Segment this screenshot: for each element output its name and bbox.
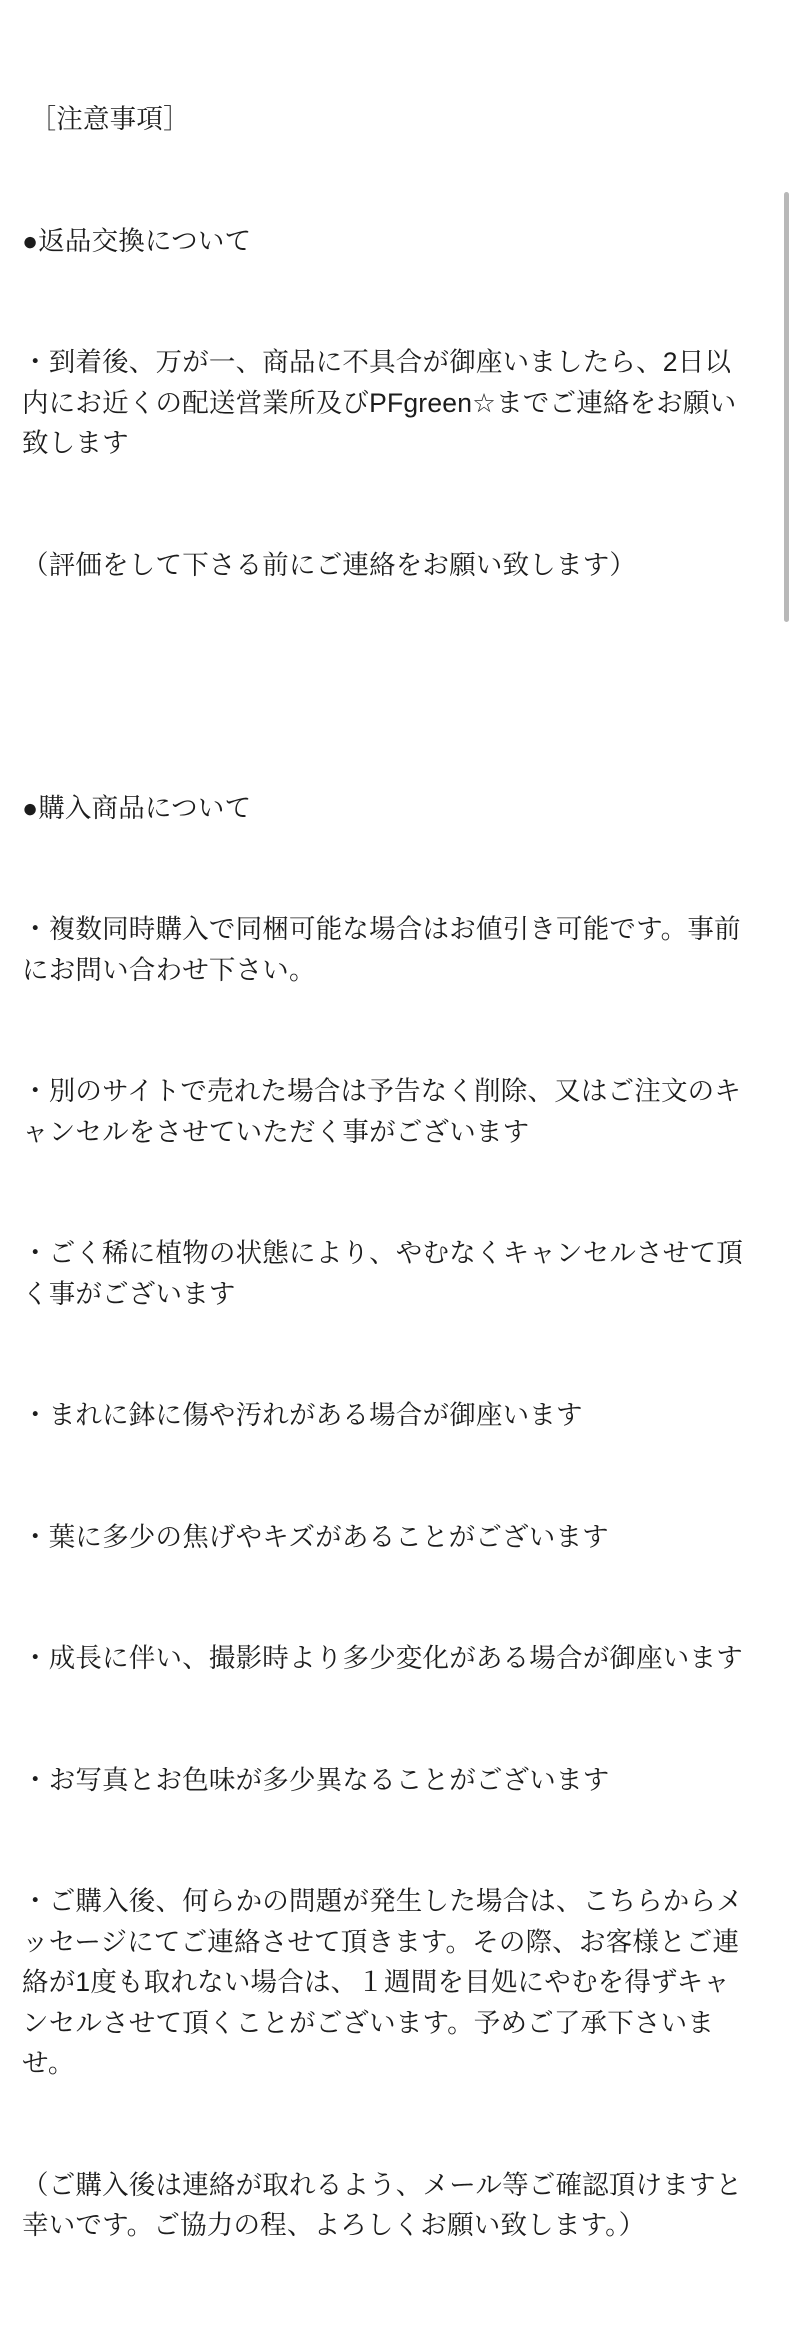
returns-item-review-note: （評価をして下さる前にご連絡をお願い致します） — [22, 549, 637, 580]
purchase-item-contact-policy: ・ご購入後、何らかの問題が発生した場合は、こちらからメッセージにてご連絡させて頂きます。その際、お客様とご連絡が1度も取れない場合は、１週間を目処にやむを得ずキャンセルさせて頂くことがございます。予めご了承下さいませ。 — [22, 1886, 743, 2078]
purchase-item-leaf-burn: ・葉に多少の焦げやキズがあることがございます — [22, 1521, 609, 1552]
purchase-item-closing-note: （ご購入後は連絡が取れるよう、メール等ご確認頂けますと幸いです。ご協力の程、よろしくお願い致します。） — [22, 2169, 743, 2240]
notice-text-body — [22, 18, 755, 2327]
section-heading-purchase: ●購入商品について — [22, 792, 252, 823]
vertical-scrollbar[interactable] — [784, 0, 789, 1080]
purchase-item-growth-change: ・成長に伴い、撮影時より多少変化がある場合が御座います — [22, 1643, 743, 1673]
section-heading-notice: ［注意事項］ — [22, 104, 190, 134]
scrollbar-thumb[interactable] — [784, 192, 789, 622]
paragraph-spacer — [22, 666, 755, 707]
purchase-item-color-difference: ・お写真とお色味が多少異なることがございます — [22, 1764, 610, 1795]
returns-item-contact: ・到着後、万が一、商品に不具合が御座いましたら、2日以内にお近くの配送営業所及びPFgreen☆までご連絡をお願い致します — [22, 347, 737, 458]
purchase-item-plant-condition: ・ごく稀に植物の状態により、やむなくキャンセルさせて頂く事がございます — [22, 1238, 743, 1309]
purchase-item-pot-scratches: ・まれに鉢に傷や汚れがある場合が御座います — [22, 1400, 583, 1430]
purchase-item-bundle-discount: ・複数同時購入で同梱可能な場合はお値引き可能です。事前にお問い合わせ下さい。 — [22, 914, 741, 985]
purchase-item-other-site-sale: ・別のサイトで売れた場合は予告なく削除、又はご注文のキャンセルをさせていただく事がございます — [22, 1076, 742, 1147]
section-heading-returns: ●返品交換について — [22, 225, 252, 256]
